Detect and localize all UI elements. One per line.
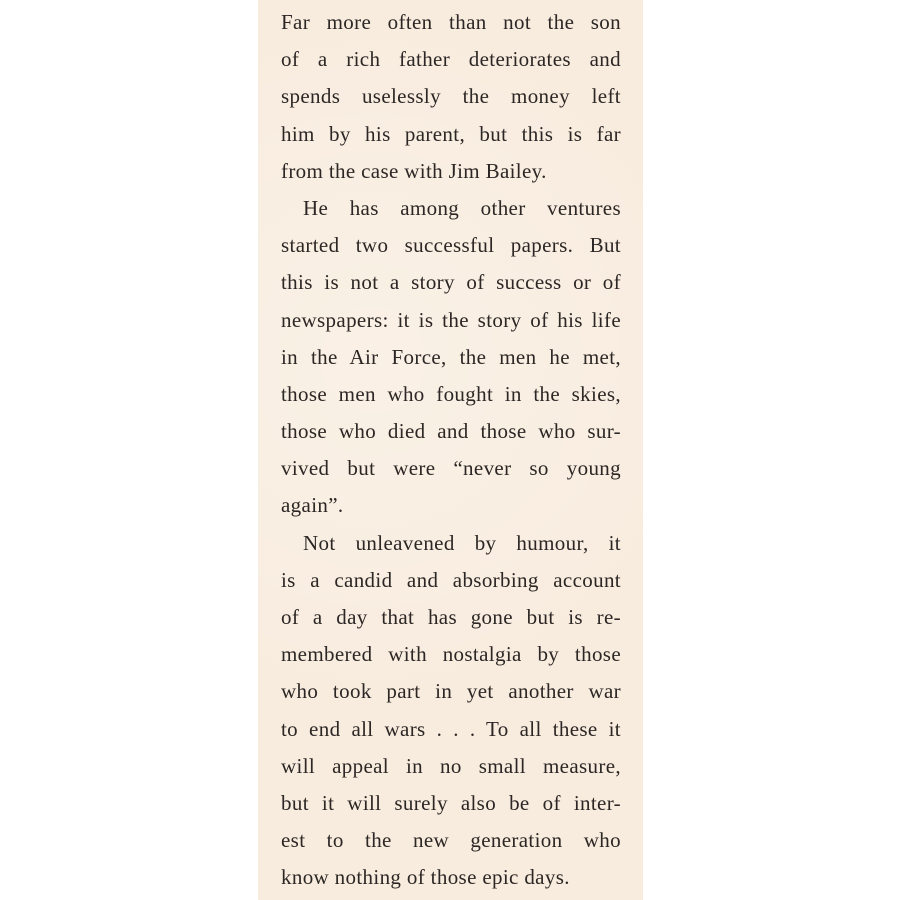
text-line: Far more often than not the son xyxy=(281,10,621,34)
text-line: is a candid and absorbing account xyxy=(281,567,621,592)
text-line: of a rich father deteriorates and xyxy=(281,47,621,72)
text-line: Not unleavened by humour, it xyxy=(303,530,621,555)
text-line: newspapers: it is the story of his life xyxy=(281,307,621,332)
paragraph-3 xyxy=(281,525,621,897)
text-line: in the Air Force, the men he met, xyxy=(281,344,621,369)
text-line: spends uselessly the money left xyxy=(281,84,621,109)
text-line: est to the new generation who xyxy=(281,828,621,853)
text-line: from the case with Jim Bailey. xyxy=(281,158,547,183)
text-line: but it will surely also be of inter- xyxy=(281,790,621,815)
text-line: will appeal in no small measure, xyxy=(281,753,621,778)
text-line: of a day that has gone but is re- xyxy=(281,605,621,629)
text-line: membered with nostalgia by those xyxy=(281,642,621,667)
text-line: those who died and those who sur- xyxy=(281,419,621,444)
text-line: him by his parent, but this is far xyxy=(281,121,621,146)
text-line: to end all wars . . . To all these it xyxy=(281,716,621,741)
paragraph-1 xyxy=(281,4,621,190)
text-column xyxy=(281,4,621,897)
text-line: those men who fought in the skies, xyxy=(281,381,621,406)
text-line: vived but were “never so young xyxy=(281,456,621,481)
text-line: this is not a story of success or of xyxy=(281,270,621,295)
paragraph-2 xyxy=(281,190,621,525)
text-line: He has among other ventures xyxy=(303,195,621,220)
text-line: again”. xyxy=(281,493,344,518)
text-line: know nothing of those epic days. xyxy=(281,865,570,890)
text-line: who took part in yet another war xyxy=(281,679,621,704)
text-line: started two successful papers. But xyxy=(281,233,621,258)
